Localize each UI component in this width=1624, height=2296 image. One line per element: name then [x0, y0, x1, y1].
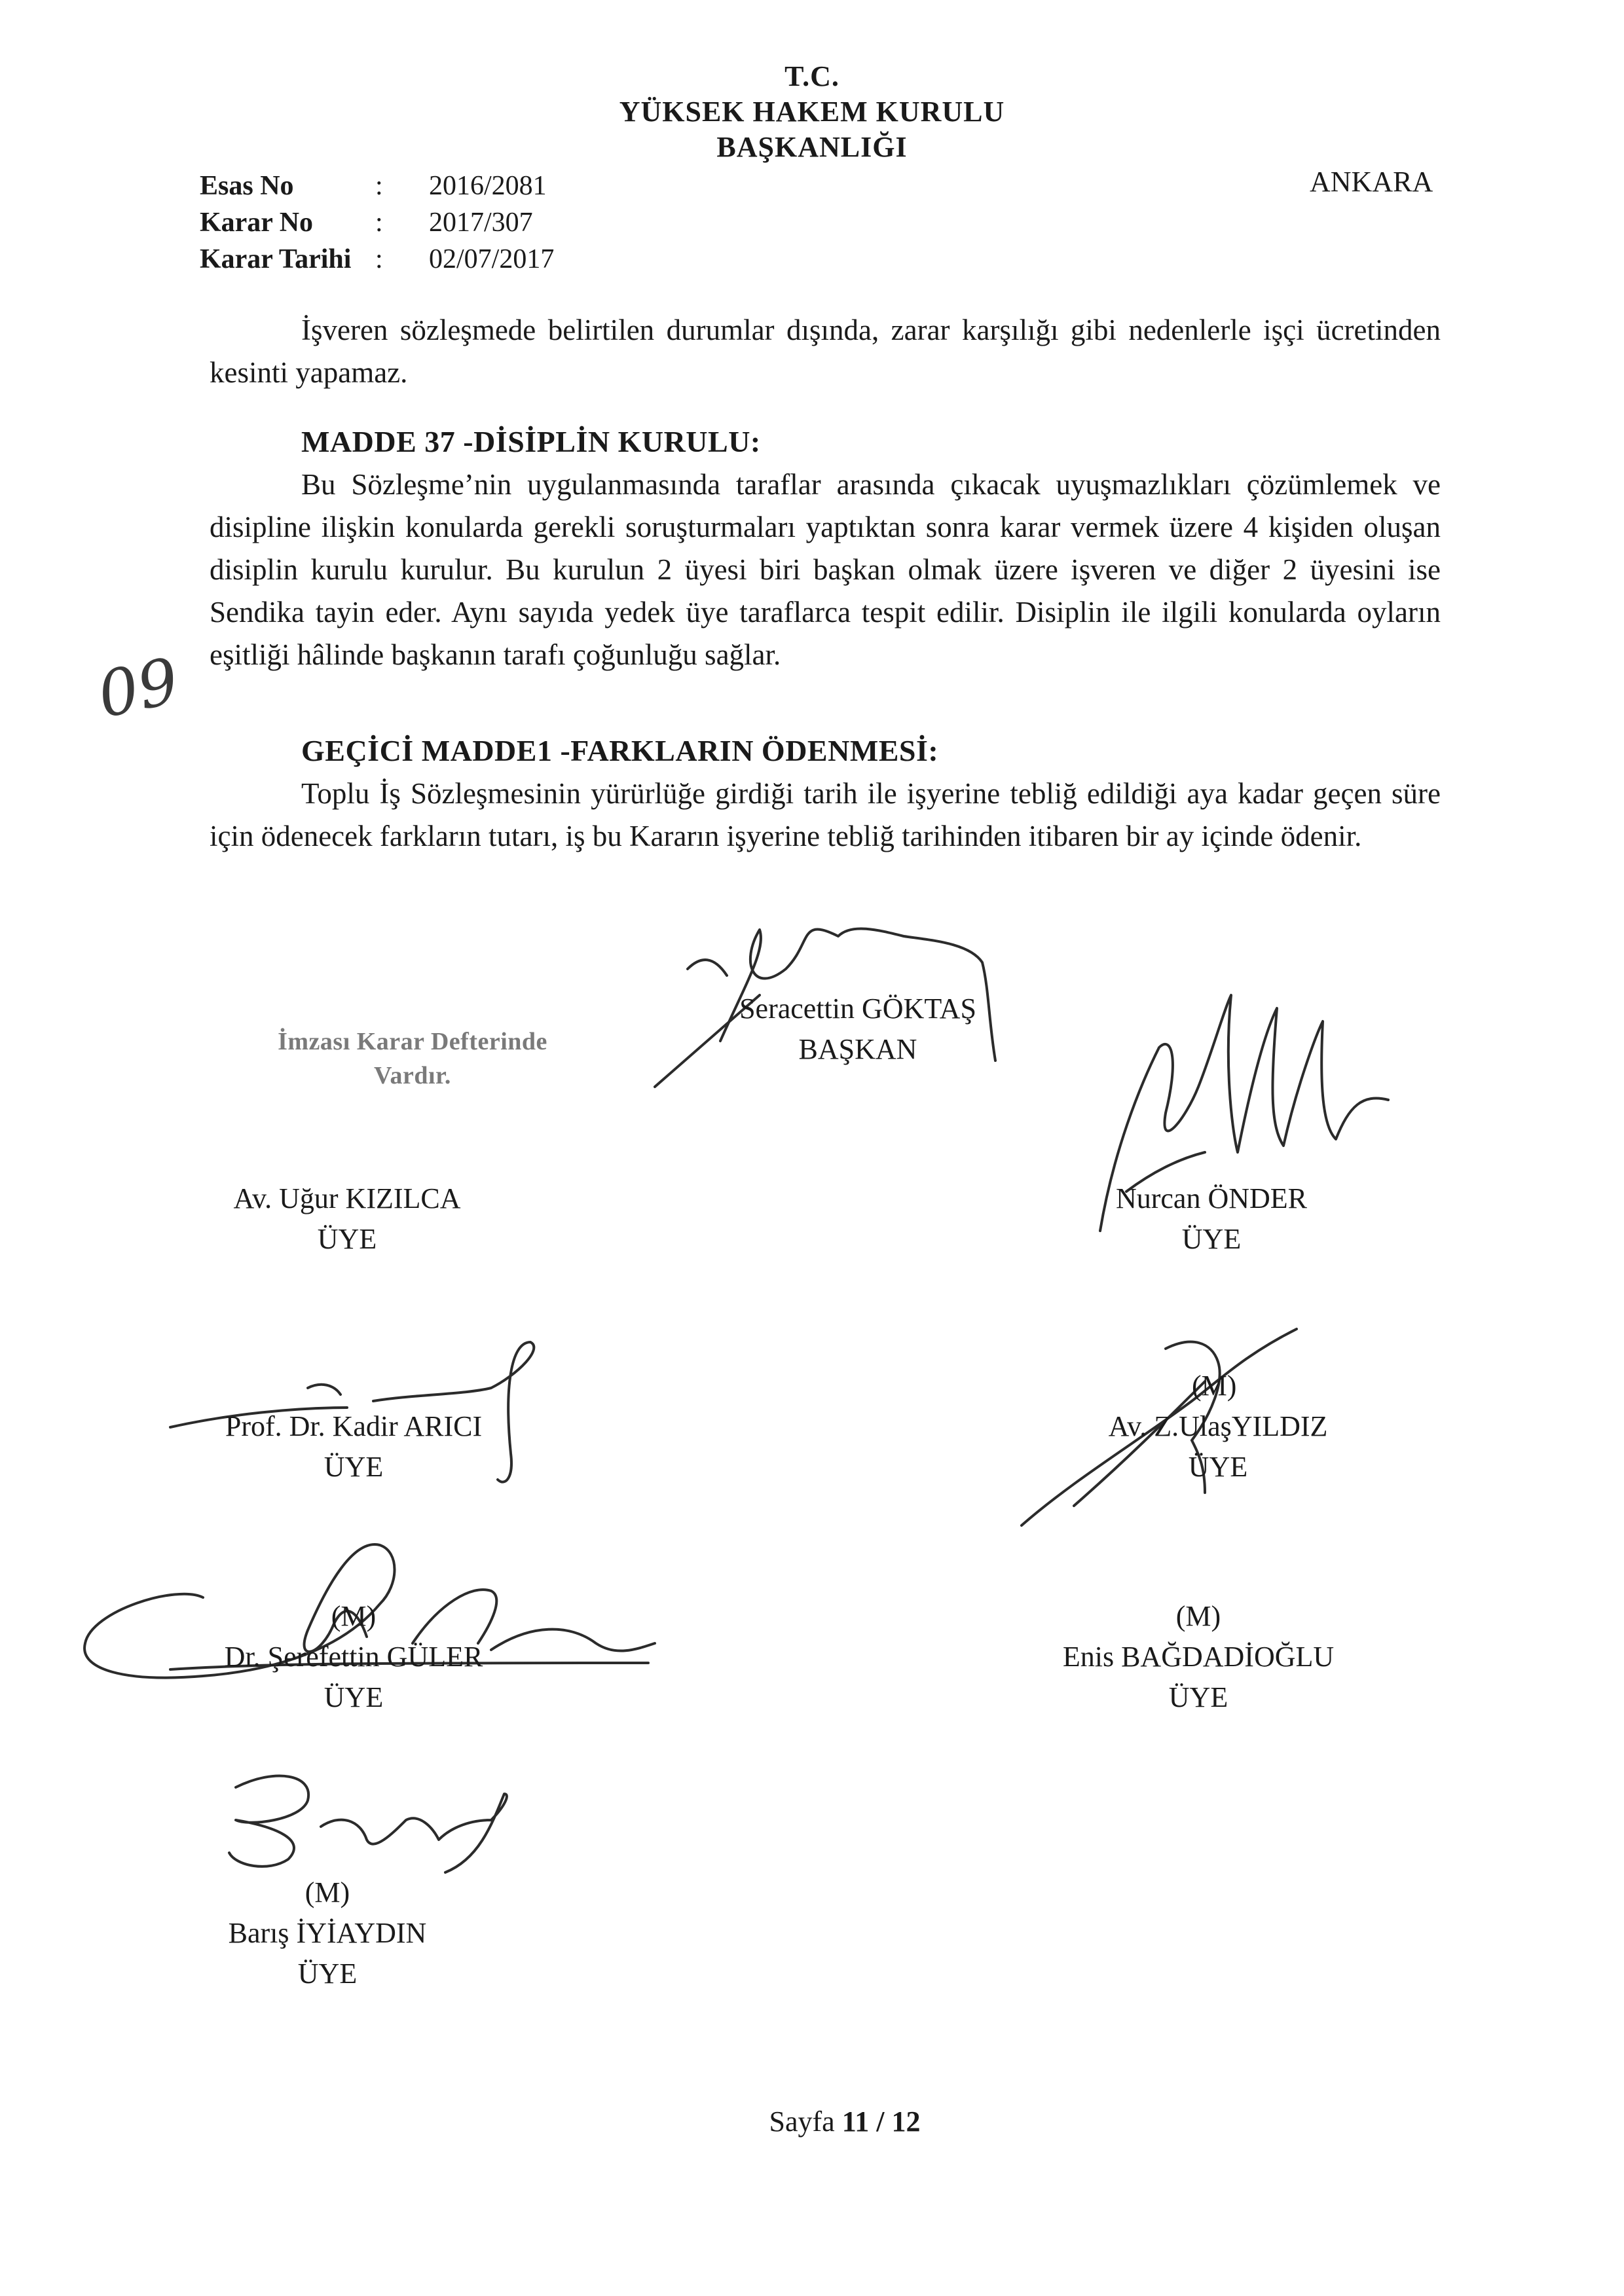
member-name: Enis BAĞDADİOĞLU [1062, 1641, 1335, 1673]
temporary-article-body [210, 773, 1441, 858]
letterhead-line-3: BAŞKANLIĞI [716, 131, 908, 163]
member-prefix: (M) [1192, 1370, 1237, 1402]
intro-text: İşveren sözleşmede belirtilen durumlar dışında, zarar karşılığı gibi nedenlerle işçi ücretinden kesinti yapamaz. [210, 314, 1441, 389]
member-role: ÜYE [1168, 1681, 1228, 1713]
stamp-line-2: Vardır. [374, 1062, 451, 1089]
footer-prefix: Sayfa [769, 2105, 835, 2138]
meta-colon: : [375, 171, 383, 201]
member-role: ÜYE [323, 1451, 384, 1483]
member-prefix: (M) [304, 1876, 350, 1908]
letterhead [485, 59, 1139, 165]
member-name: Av. Uğur KIZILCA [233, 1182, 461, 1214]
meta-row-karar [200, 204, 658, 241]
article-37-title: MADDE 37 -DİSİPLİN KURULU: [301, 425, 761, 458]
member-role: ÜYE [297, 1958, 358, 1990]
iyiaydin-signature [196, 1755, 537, 1886]
letterhead-line-1: T.C. [784, 60, 840, 92]
meta-label: Karar No [200, 208, 314, 238]
stamp-line-1: İmzası Karar Defterinde [278, 1028, 547, 1055]
member-name: Dr. Şerefettin GÜLER [224, 1641, 483, 1673]
signatory-president [681, 989, 1035, 1070]
city-label: ANKARA [1310, 166, 1433, 198]
page-number: 11 / 12 [841, 2105, 921, 2138]
member-role: ÜYE [323, 1681, 384, 1713]
meta-colon: : [375, 208, 383, 238]
temporary-article-title: GEÇİCİ MADDE1 -FARKLARIN ÖDENMESİ: [301, 734, 939, 767]
signatory-kizilca [196, 1178, 498, 1260]
president-name: Seracettin GÖKTAŞ [739, 993, 976, 1025]
member-name: Barış İYİAYDIN [228, 1917, 427, 1949]
temporary-article-text: Toplu İş Sözleşmesinin yürürlüğe girdiği tarih ile işyerine tebliğ edildiği aya kadar geçen süre için ödenecek farkların tutarı, iş bu Kararın işyerine tebliğ tarihinden itibaren bir ay içinde ödenir. [210, 777, 1441, 852]
margin-note: 09 [91, 644, 185, 733]
member-name: Nurcan ÖNDER [1115, 1182, 1308, 1214]
article-37-body [210, 464, 1441, 676]
article-37-text: Bu Sözleşme’nin uygulanmasında taraflar arasında çıkacak uyuşmazlıkları çözümlemek ve disipline ilişkin konularda gerekli soruşturmaları yaptıktan sonra karar vermek üzere 4 kişiden oluşan disiplin kurulu kurulur. Bu kurulun 2 üyesi biri başkan olmak üzere işveren ve diğer 2 üyesini ise Sendika tayin eder. Aynı sayıda yedek üye taraflarca tespit edilir. Disiplin ile ilgili konularda oyların eşitliği hâlinde başkanın tarafı çoğunluğu sağlar. [210, 468, 1441, 671]
signature-stamp [242, 1025, 583, 1093]
meta-label: Esas No [200, 171, 294, 201]
member-role: ÜYE [1188, 1451, 1248, 1483]
member-name: Av. Z.UlaşYILDIZ [1108, 1410, 1328, 1442]
meta-value: 02/07/2017 [429, 244, 555, 274]
meta-label: Karar Tarihi [200, 244, 352, 274]
signatory-iyiaydin [190, 1872, 465, 1994]
meta-row-esas [200, 168, 658, 204]
member-name: Prof. Dr. Kadir ARICI [225, 1410, 483, 1442]
signatory-yildiz [1061, 1366, 1375, 1487]
meta-value: 2017/307 [429, 208, 533, 238]
member-role: ÜYE [1181, 1223, 1242, 1255]
member-prefix: (M) [331, 1600, 377, 1632]
signatory-arici [170, 1406, 537, 1487]
letterhead-line-2: YÜKSEK HAKEM KURULU [619, 96, 1005, 128]
meta-row-tarih [200, 241, 658, 278]
member-role: ÜYE [317, 1223, 377, 1255]
signatory-bagdadioglu [1028, 1596, 1369, 1718]
signatory-onder [1061, 1178, 1362, 1260]
president-role: BAŞKAN [798, 1033, 917, 1065]
meta-value: 2016/2081 [429, 171, 547, 201]
meta-colon: : [375, 244, 383, 274]
page-footer [747, 2105, 943, 2138]
member-prefix: (M) [1175, 1600, 1221, 1632]
signatory-guler [190, 1596, 517, 1718]
intro-paragraph [210, 309, 1441, 394]
